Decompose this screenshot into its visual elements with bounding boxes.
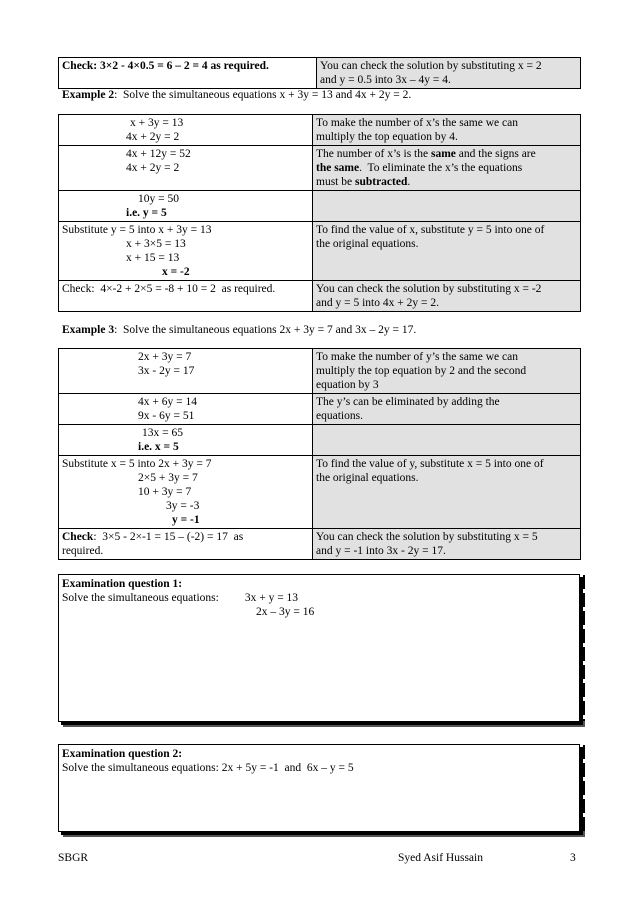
box-edge-decoration <box>583 745 585 831</box>
example-2-table <box>58 114 581 312</box>
table-row: Substitute x = 5 into 2x + 3y = 7 2×5 + 3y = 7 10 + 3y = 7 3y = -3 y = -1 To find the value of y, substitute x = 5 into one of the original equations. <box>59 456 581 529</box>
exam-question-1-box <box>58 574 580 722</box>
table-row: x + 3y = 13 4x + 2y = 2 To make the number of x’s the same we can multiply the top equation by 4. <box>59 115 581 146</box>
page-number: 3 <box>570 852 576 864</box>
example-2-heading: Example 2: Solve the simultaneous equations x + 3y = 13 and 4x + 2y = 2. <box>62 89 412 101</box>
footer-author: Syed Asif Hussain <box>398 852 483 864</box>
table-row: 4x + 6y = 14 9x - 6y = 51 The y’s can be eliminated by adding the equations. <box>59 394 581 425</box>
table-row: Check: 4×-2 + 2×5 = -8 + 10 = 2 as required. You can check the solution by substituting x = -2 and y = 5 into 4x + 2y = 2. <box>59 281 581 312</box>
table-row: 4x + 12y = 52 4x + 2y = 2 The number of x’s is the same and the signs are the same. To eliminate the x’s the equations must be subtracted. <box>59 146 581 191</box>
table-row: Substitute y = 5 into x + 3y = 13 x + 3×5 = 13 x + 15 = 13 x = -2 To find the value of x, substitute y = 5 into one of the original equations. <box>59 222 581 281</box>
exam-question-1-eq2: 2x – 3y = 16 <box>256 606 315 618</box>
table-row: 10y = 50 i.e. y = 5 <box>59 191 581 222</box>
top-check-right: You can check the solution by substituting x = 2 and y = 0.5 into 3x – 4y = 4. <box>317 58 581 89</box>
box-edge-decoration <box>583 575 585 721</box>
table-row: Check: 3×5 - 2×-1 = 15 – (-2) = 17 as required. You can check the solution by substituting x = 5 and y = -1 into 3x - 2y = 17. <box>59 529 581 560</box>
table-row: 13x = 65 i.e. x = 5 <box>59 425 581 456</box>
exam-question-1-eq1: 3x + y = 13 <box>244 592 299 604</box>
exam-question-2-box <box>58 744 580 832</box>
exam-question-1-label: Examination question 1: <box>62 578 183 590</box>
exam-question-2-prompt: Solve the simultaneous equations: 2x + 5y = -1 and 6x – y = 5 <box>62 762 354 774</box>
exam-question-2-label: Examination question 2: <box>62 748 183 760</box>
top-check-table <box>58 57 581 89</box>
top-check-left: Check: 3×2 - 4×0.5 = 6 – 2 = 4 as required. <box>59 58 317 89</box>
example-3-table <box>58 348 581 560</box>
example-3-heading: Example 3: Solve the simultaneous equations 2x + 3y = 7 and 3x – 2y = 17. <box>62 324 417 336</box>
footer-left: SBGR <box>58 852 89 864</box>
table-row: 2x + 3y = 7 3x - 2y = 17 To make the number of y’s the same we can multiply the top equation by 2 and the second equation by 3 <box>59 349 581 394</box>
exam-question-1-prompt: Solve the simultaneous equations: <box>62 592 219 604</box>
